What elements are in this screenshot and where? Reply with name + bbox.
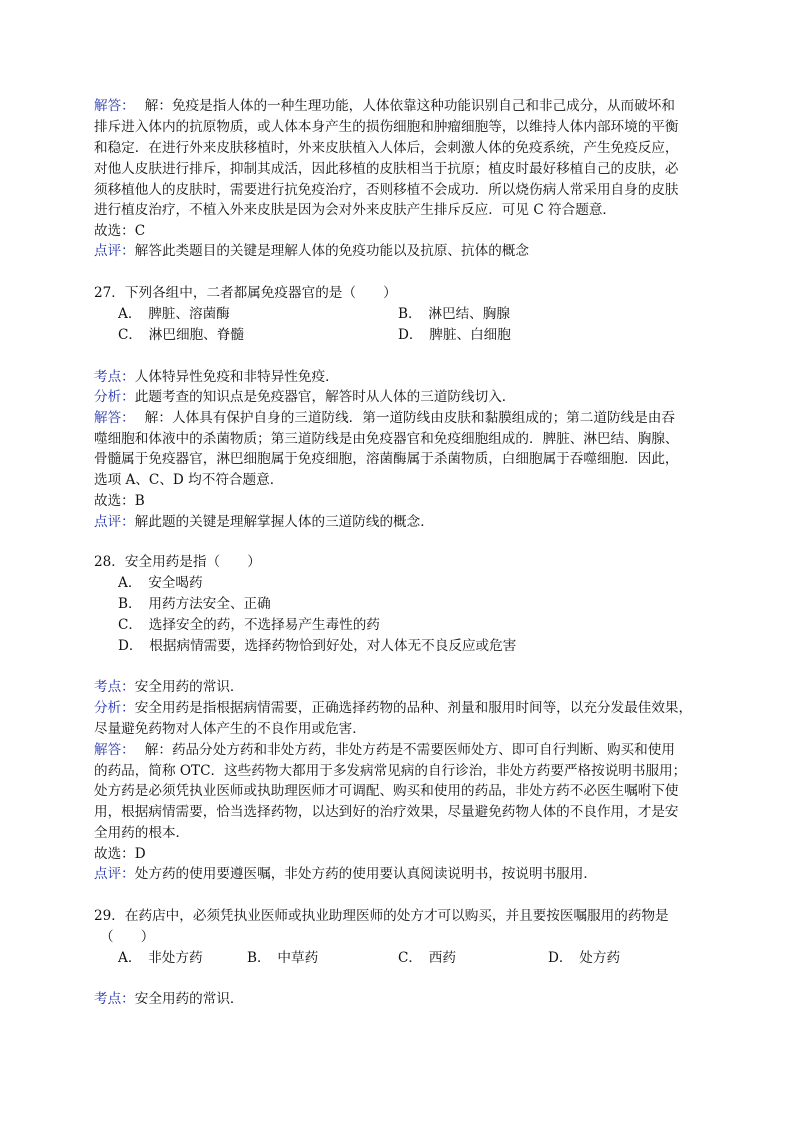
q28-answer-line-3: 处方药是必须凭执业医师或执助理医师才可调配、购买和使用的药品，非处方药不必医生嘱咐下使 [94,783,679,799]
q28-option-a: A． 安全喝药 [118,575,203,591]
q29-option-c: C． 西药 [398,950,456,966]
fenxi-label: 分析： [94,700,135,716]
q29-option-b: B． 中草药 [247,950,319,966]
q29-option-a: A． 非处方药 [118,950,203,966]
q27-option-d: D． 脾脏、白细胞 [398,327,511,343]
q26-choice: 故选：C [94,223,146,239]
comment-label: 点评： [94,514,135,530]
q28-option-c: C． 选择安全的药，不选择易产生毒性的药 [118,617,380,633]
q29-stem-line-2: （ ） [100,929,155,945]
q28-answer-line-1: 解答： 解：药品分处方药和非处方药，非处方药是不需要医师处方、即可自行判断、购买和使用 [94,742,675,758]
q29-stem-line-1: 29．在药店中，必须凭执业医师或执业助理医师的处方才可以购买，并且要按医嘱服用的药物是 [94,908,669,924]
kaodian-label: 考点： [94,369,135,385]
q26-answer-line-6: 进行植皮治疗，不植入外来皮肤是因为会对外来皮肤产生排斥反应．可见 C 符合题意． [94,202,617,218]
answer-label: 解答： [94,98,135,114]
q27-kaodian: 考点：人体特异性免疫和非特异性免疫． [94,369,339,385]
q27-option-b: B． 淋巴结、胸腺 [398,306,510,322]
q27-option-c: C． 淋巴细胞、脊髓 [118,327,244,343]
q28-kaodian: 考点：安全用药的常识． [94,679,244,695]
q28-answer-line-5: 全用药的根本． [94,825,190,841]
q28-option-d: D． 根据病情需要，选择药物恰到好处，对人体无不良反应或危害 [118,638,517,654]
q28-stem: 28．安全用药是指（ ） [94,554,261,570]
q27-answer-line-1: 解答： 解：人体具有保护自身的三道防线．第一道防线由皮肤和黏膜组成的；第二道防线是由吞 [94,410,675,426]
fenxi-label: 分析： [94,389,135,405]
q26-comment: 点评：解答此类题目的关键是理解人体的免疫功能以及抗原、抗体的概念 [94,243,529,259]
q28-fenxi-line-2: 尽量避免药物对人体产生的不良作用或危害． [94,721,366,737]
q26-answer-line-3: 和稳定．在进行外来皮肤移植时，外来皮肤植入人体后，会刺激人体的免疫系统，产生免疫反应， [94,140,679,156]
q27-choice: 故选：B [94,493,145,509]
q28-option-b: B． 用药方法安全、正确 [118,596,271,612]
q26-answer-line-2: 排斥进入体内的抗原物质，或人体本身产生的损伤细胞和肿瘤细胞等，以维持人体内部环境的平衡 [94,119,679,135]
q27-answer-line-2: 噬细胞和体液中的杀菌物质；第三道防线是由免疫器官和免疫细胞组成的．脾脏、淋巴结、胸腺、 [94,431,679,447]
q27-answer-line-4: 选项 A、C、D 均不符合题意． [94,472,284,488]
q26-answer-line-5: 须移植他人的皮肤时，需要进行抗免疫治疗，否则移植不会成功．所以烧伤病人常采用自身的皮肤 [94,182,679,198]
q27-comment: 点评：解此题的关键是理解掌握人体的三道防线的概念． [94,514,434,530]
answer-label: 解答： [94,742,135,758]
q28-answer-line-4: 用，根据病情需要，恰当选择药物，以达到好的治疗效果，尽量避免药物人体的不良作用，才是安 [94,804,679,820]
q28-answer-line-2: 的药品，简称 OTC．这些药物大都用于多发病常见病的自行诊治，非处方药要严格按说明书服用； [94,763,687,779]
q27-option-a: A． 脾脏、溶菌酶 [118,306,230,322]
q26-answer-line-4: 对他人皮肤进行排斥，抑制其成活，因此移植的皮肤相当于抗原；植皮时最好移植自己的皮肤，必 [94,161,679,177]
q28-comment: 点评：处方药的使用要遵医嘱，非处方药的使用要认真阅读说明书，按说明书服用． [94,866,597,882]
q27-fenxi: 分析：此题考查的知识点是免疫器官，解答时从人体的三道防线切入． [94,389,516,405]
q26-answer-line-1: 解答： 解：免疫是指人体的一种生理功能，人体依靠这种功能识别自己和非己成分，从而破坏和 [94,98,675,114]
q27-answer-line-3: 骨髓属于免疫器官，淋巴细胞属于免疫细胞，溶菌酶属于杀菌物质，白细胞属于吞噬细胞．因此， [94,451,679,467]
kaodian-label: 考点： [94,679,135,695]
q29-kaodian: 考点：安全用药的常识． [94,991,244,1007]
answer-label: 解答： [94,410,135,426]
q27-stem: 27．下列各组中，二者都属免疫器官的是（ ） [94,285,397,301]
comment-label: 点评： [94,866,135,882]
q29-option-d: D． 处方药 [548,950,621,966]
comment-label: 点评： [94,243,135,259]
q28-fenxi-line-1: 分析：安全用药是指根据病情需要，正确选择药物的品种、剂量和服用时间等，以充分发最佳效果， [94,700,693,716]
q28-choice: 故选：D [94,846,146,862]
kaodian-label: 考点： [94,991,135,1007]
